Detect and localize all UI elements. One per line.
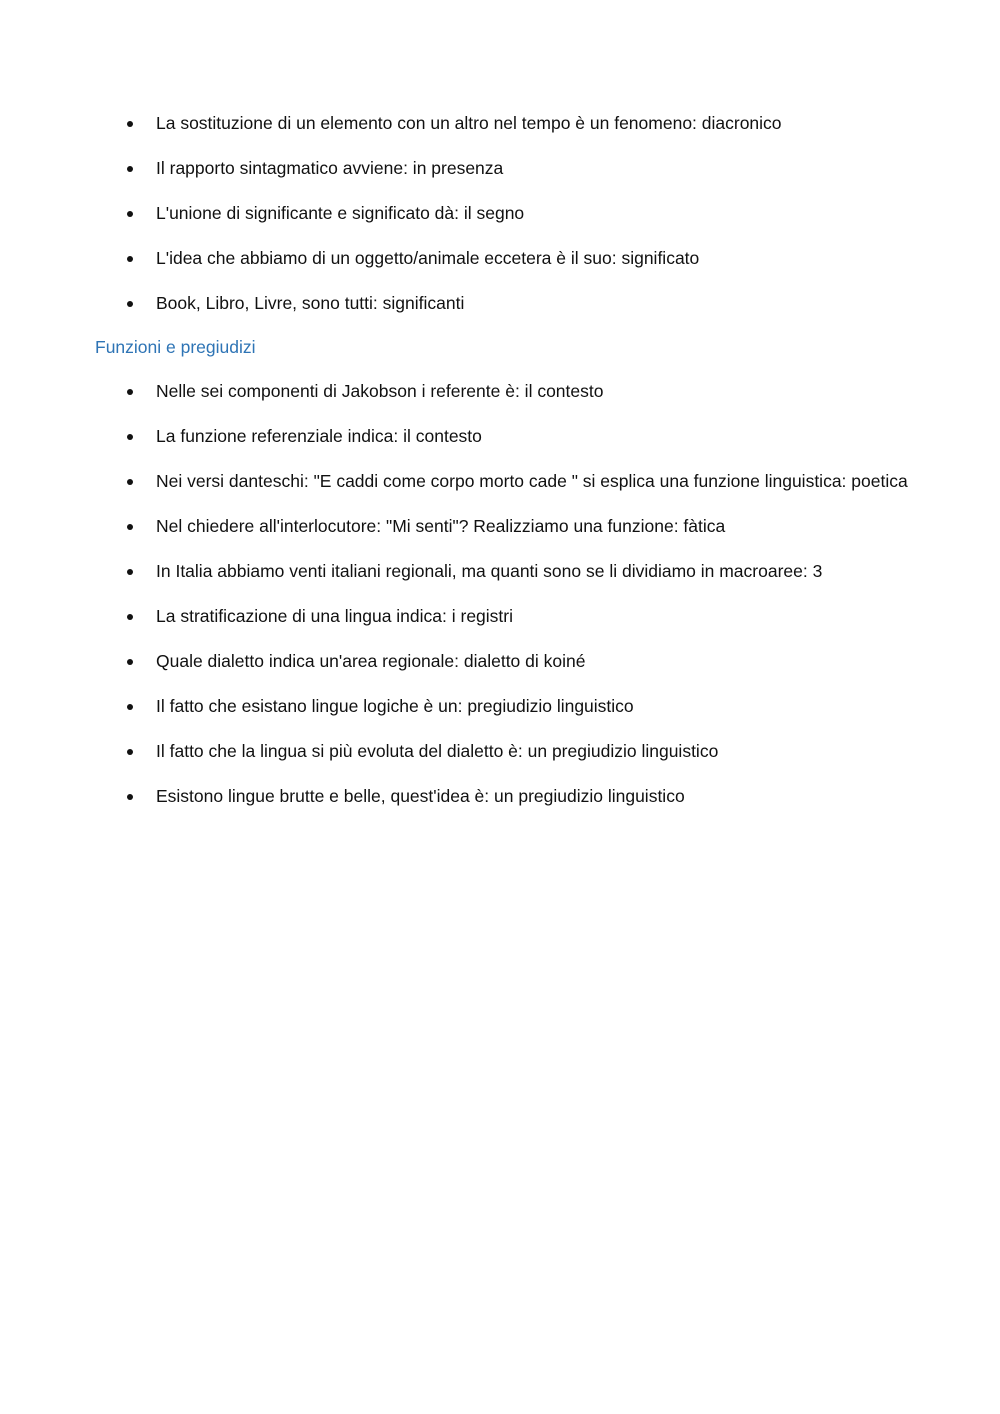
list-item-text: In Italia abbiamo venti italiani regionali, ma quanti sono se li dividiamo in macroaree: 3 bbox=[156, 561, 823, 581]
list-item-text: Nelle sei componenti di Jakobson i referente è: il contesto bbox=[156, 381, 604, 401]
bullet-icon bbox=[127, 704, 133, 710]
bullet-list-definitions bbox=[0, 102, 1000, 327]
list-item bbox=[0, 370, 1000, 413]
bullet-icon bbox=[127, 301, 133, 307]
list-item bbox=[0, 282, 1000, 325]
list-item-text: Il rapporto sintagmatico avviene: in presenza bbox=[156, 158, 504, 178]
bullet-icon bbox=[127, 569, 133, 575]
bullet-icon bbox=[127, 614, 133, 620]
bullet-list-functions bbox=[0, 370, 1000, 820]
bullet-icon bbox=[127, 389, 133, 395]
list-item-text: L'unione di significante e significato dà: il segno bbox=[156, 203, 525, 223]
bullet-icon bbox=[127, 211, 133, 217]
bullet-icon bbox=[127, 256, 133, 262]
list-item-text: Book, Libro, Livre, sono tutti: significanti bbox=[156, 293, 465, 313]
list-item bbox=[0, 730, 1000, 773]
list-item-text: La stratificazione di una lingua indica: i registri bbox=[156, 606, 513, 626]
list-item-text: Nei versi danteschi: "E caddi come corpo morto cade " si esplica una funzione linguistica: poetica bbox=[156, 471, 908, 491]
list-item bbox=[0, 595, 1000, 638]
bullet-icon bbox=[127, 794, 133, 800]
bullet-icon bbox=[127, 659, 133, 665]
list-item bbox=[0, 685, 1000, 728]
list-item-text: L'idea che abbiamo di un oggetto/animale eccetera è il suo: significato bbox=[156, 248, 700, 268]
list-item bbox=[0, 640, 1000, 683]
list-item bbox=[0, 505, 1000, 548]
bullet-icon bbox=[127, 524, 133, 530]
bullet-icon bbox=[127, 749, 133, 755]
list-item-text: La sostituzione di un elemento con un altro nel tempo è un fenomeno: diacronico bbox=[156, 113, 782, 133]
list-item bbox=[0, 460, 1000, 503]
list-item-text: Esistono lingue brutte e belle, quest'idea è: un pregiudizio linguistico bbox=[156, 786, 685, 806]
bullet-icon bbox=[127, 121, 133, 127]
list-item bbox=[0, 237, 1000, 280]
list-item-text: Il fatto che esistano lingue logiche è un: pregiudizio linguistico bbox=[156, 696, 634, 716]
list-item bbox=[0, 147, 1000, 190]
bullet-icon bbox=[127, 166, 133, 172]
list-item bbox=[0, 192, 1000, 235]
list-item bbox=[0, 550, 1000, 593]
list-item-text: Nel chiedere all'interlocutore: "Mi senti"? Realizziamo una funzione: fàtica bbox=[156, 516, 726, 536]
list-item-text: Il fatto che la lingua si più evoluta del dialetto è: un pregiudizio linguistico bbox=[156, 741, 719, 761]
list-item-text: La funzione referenziale indica: il contesto bbox=[156, 426, 482, 446]
list-item bbox=[0, 415, 1000, 458]
bullet-icon bbox=[127, 479, 133, 485]
list-item bbox=[0, 102, 1000, 145]
list-item-text: Quale dialetto indica un'area regionale: dialetto di koiné bbox=[156, 651, 586, 671]
bullet-icon bbox=[127, 434, 133, 440]
section-heading: Funzioni e pregiudizi bbox=[95, 337, 256, 357]
list-item bbox=[0, 775, 1000, 818]
